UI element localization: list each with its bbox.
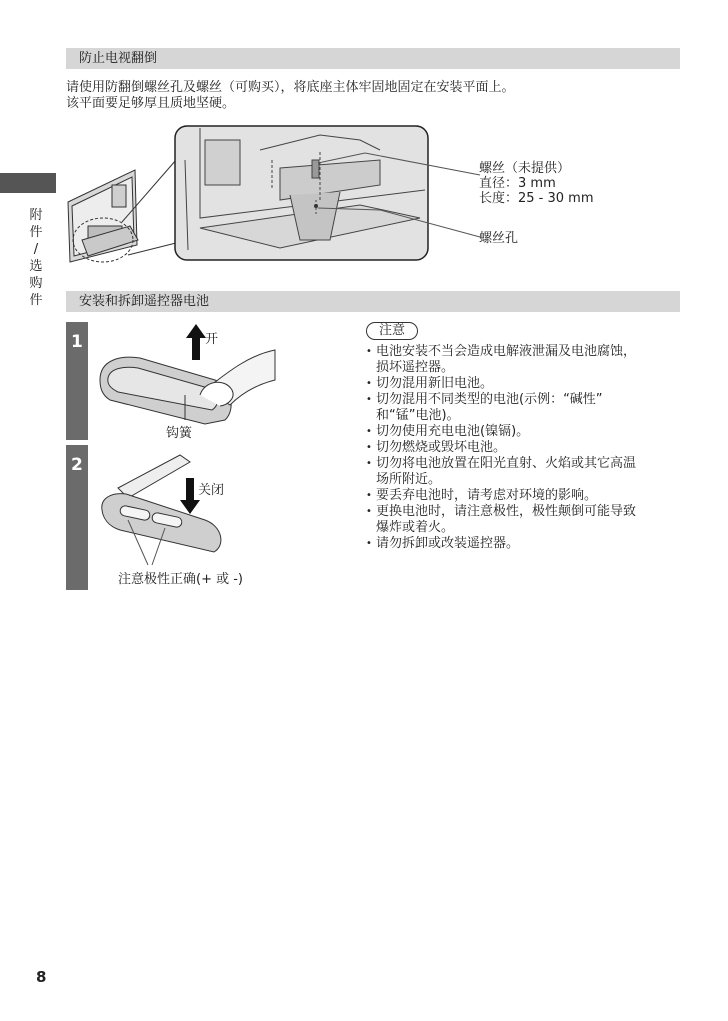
list-item xyxy=(366,488,681,504)
list-item xyxy=(366,392,681,424)
step-1-number: 1 xyxy=(71,332,83,352)
callout-diameter: 直径：3 mm xyxy=(479,176,556,191)
intro-line-1: 请使用防翻倒螺丝孔及螺丝（可购买），将底座主体牢固地固定在安装平面上。 xyxy=(66,80,515,95)
list-item xyxy=(366,456,681,488)
side-char: 附 xyxy=(29,208,43,223)
note-line: 爆炸或着火。 xyxy=(376,520,455,535)
list-item xyxy=(366,440,681,456)
list-item xyxy=(366,536,681,552)
note-line: • 电池安装不当会造成电解液泄漏及电池腐蚀， xyxy=(376,344,637,359)
side-char: 选 xyxy=(29,259,43,274)
section-title: 防止电视翻倒 xyxy=(79,51,158,66)
list-item xyxy=(366,504,681,536)
note-line: • 要丢弃电池时，请考虑对环境的影响。 xyxy=(376,488,598,503)
callout-screw-title: 螺丝（未提供） xyxy=(479,161,571,176)
side-char: 购 xyxy=(29,276,43,291)
note-line: • 切勿混用不同类型的电池(示例：“碱性” xyxy=(376,392,603,407)
step-2-number: 2 xyxy=(71,455,83,475)
note-line: 和“锰”电池)。 xyxy=(376,408,460,423)
intro-line-2: 该平面要足够厚且质地坚硬。 xyxy=(66,96,236,111)
step-2-polarity-label: 注意极性正确(+ 或 -) xyxy=(118,572,243,587)
list-item xyxy=(366,344,681,376)
section-title: 安装和拆卸遥控器电池 xyxy=(79,294,210,309)
note-line: • 切勿混用新旧电池。 xyxy=(376,376,494,391)
page-number: 8 xyxy=(36,968,47,986)
close-arrow-icon xyxy=(180,478,200,514)
caution-notes xyxy=(366,322,681,552)
side-char: 件 xyxy=(29,293,43,308)
note-line: • 更换电池时，请注意极性，极性颠倒可能导致 xyxy=(376,504,637,519)
side-char: 件 xyxy=(29,225,43,240)
note-line: 场所附近。 xyxy=(376,472,442,487)
list-item xyxy=(366,424,681,440)
side-char: / xyxy=(33,242,39,257)
caution-list xyxy=(366,344,681,552)
note-line: • 请勿拆卸或改装遥控器。 xyxy=(376,536,520,551)
note-line: 损坏遥控器。 xyxy=(376,360,455,375)
note-line: • 切勿将电池放置在阳光直射、火焰或其它高温 xyxy=(376,456,637,471)
callout-length: 长度：25 - 30 mm xyxy=(479,191,594,206)
callout-screw-hole: 螺丝孔 xyxy=(479,231,519,246)
step-1-open-label: 开 xyxy=(205,332,219,347)
step-2-close-label: 关闭 xyxy=(198,483,225,498)
note-line: • 切勿燃烧或毁坏电池。 xyxy=(376,440,507,455)
caution-badge: 注意 xyxy=(366,322,418,340)
note-line: • 切勿使用充电电池(镍镉)。 xyxy=(376,424,530,439)
list-item xyxy=(366,376,681,392)
step-1-hook-label: 钩簧 xyxy=(166,426,193,441)
